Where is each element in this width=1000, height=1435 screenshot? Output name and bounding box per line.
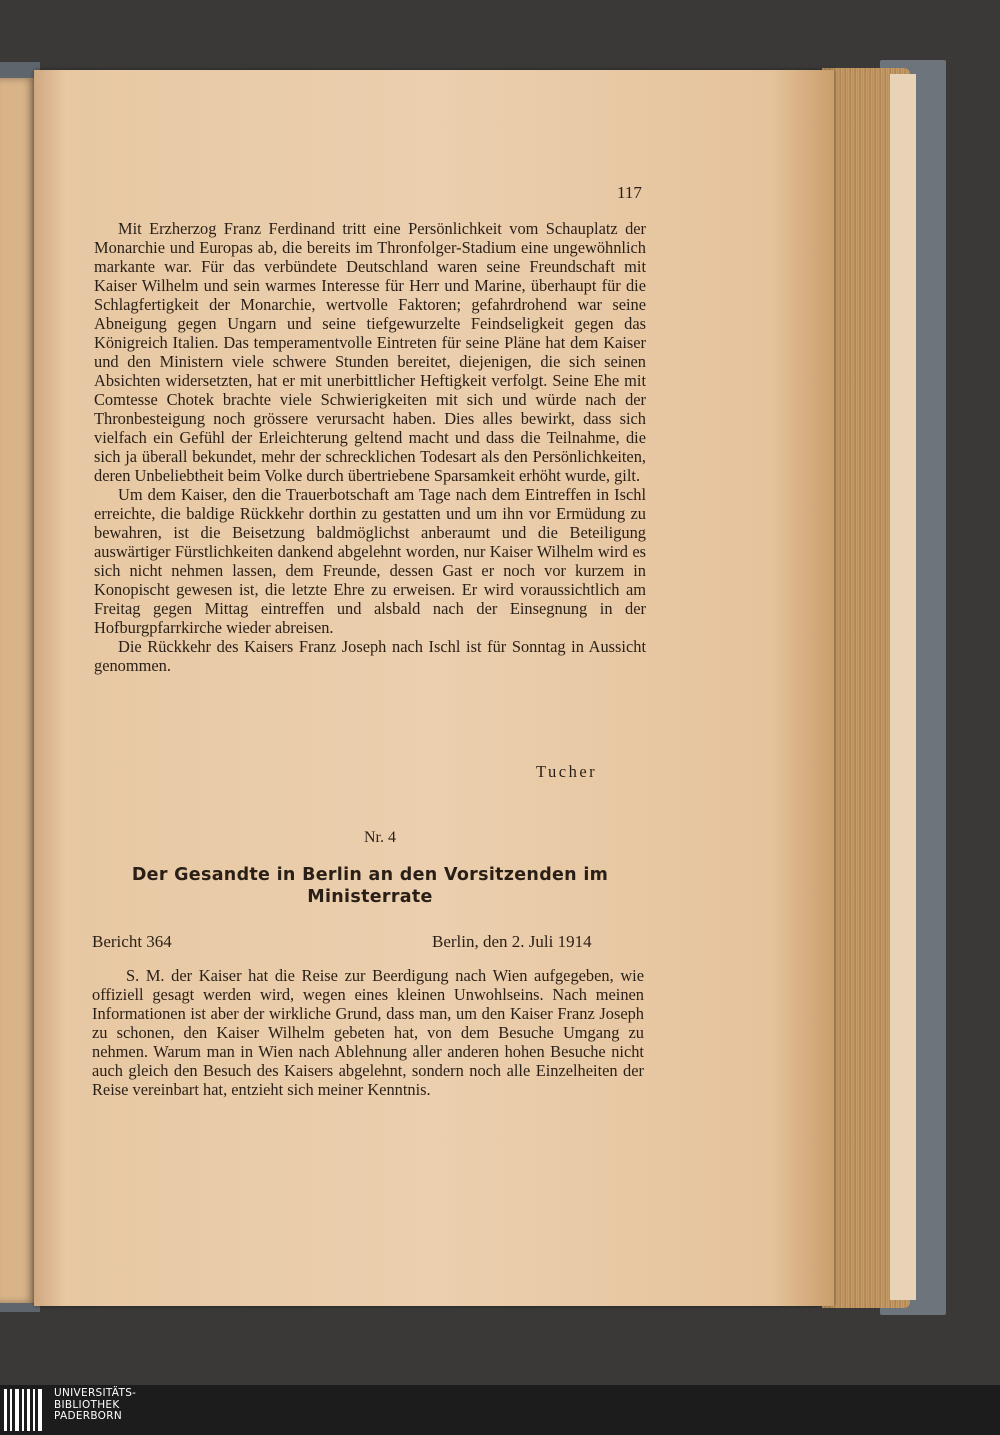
left-page-edge (0, 78, 36, 1303)
library-barcode-logo-icon (4, 1389, 48, 1431)
paragraph: Mit Erzherzog Franz Ferdinand tritt eine Persönlichkeit vom Schauplatz der Monarchie und Europas ab, die bereits im Thronfolger-Stadium eine ungewöhnlich markante war. Für das verbündete Deutschland waren seine Freundschaft mit Kaiser Wilhelm und sein warmes Interesse für Herr und Marine, überhaupt für die Schlagfertigkeit der Monarchie, wertvolle Faktoren; gefahrdrohend war seine Abneigung gegen Ungarn und seine tiefgewurzelte Feindseligkeit gegen das Königreich Italien. Das temperamentvolle Eintreten für seine Pläne hat dem Kaiser und den Ministern viele schwere Stunden bereitet, diejenigen, die sich seinen Absichten widersetzten, hat er mit unerbittlicher Heftigkeit verfolgt. Seine Ehe mit Comtesse Chotek brachte viele Schwierigkeiten mit sich und würde nach der Thronbesteigung noch grössere verursacht haben. Dies alles bewirkt, dass sich vielfach ein Gefühl der Erleichterung geltend macht und dass die Teilnahme, die sich ja überall bekundet, mehr der schrecklichen Todesart als den Persönlichkeiten, deren Unbeliebtheit beim Volke durch übertriebene Sparsamkeit erhöht wurde, gilt. (94, 219, 646, 485)
paragraph: S. M. der Kaiser hat die Reise zur Beerdigung nach Wien aufgegeben, wie offiziell gesagt werden wird, wegen eines kleinen Unwohlseins. Nach meinen Informationen ist aber der wirkliche Grund, dass man, um den Kaiser Franz Joseph zu schonen, den Kaiser Wilhelm gebeten hat, von dem Besuche Umgang zu nehmen. Warum man in Wien nach Ablehnung aller anderen hohen Besuche nicht auch gleich den Besuch des Kaisers abgelehnt, sondern noch alle Einzelheiten der Reise vereinbart hat, entzieht sich meiner Kenntnis. (92, 966, 644, 1099)
paragraph: Um dem Kaiser, den die Trauerbotschaft am Tage nach dem Eintreffen in Ischl erreichte, die baldige Rückkehr dorthin zu gestatten und um ihn vor Ermüdung zu bewahren, ist die Beisetzung baldmöglichst anberaumt und die Beteiligung auswärtiger Fürstlichkeiten dankend abgelehnt worden, nur Kaiser Wilhelm wird es sich nicht nehmen lassen, dem Freunde, dessen Gast er noch vor kurzem in Konopischt gewesen ist, die letzte Ehre zu erweisen. Er wird voraussichtlich am Freitag gegen Mittag eintreffen und alsbald nach der Einsegnung in der Hofburgpfarrkirche wieder abreisen. (94, 485, 646, 637)
library-name-line: UNIVERSITÄTS- (54, 1387, 137, 1399)
report-reference: Bericht 364 (92, 932, 172, 951)
letter-body (94, 219, 646, 675)
page-number: 117 (617, 183, 642, 202)
library-name (54, 1388, 136, 1423)
report-body (92, 966, 644, 1099)
library-name-line: BIBLIOTHEK (54, 1398, 120, 1411)
footer-bar (0, 1385, 1000, 1435)
document-title: Der Gesandte in Berlin an den Vorsitzenden im Ministerrate (131, 865, 609, 907)
endpaper (890, 74, 916, 1300)
signature: Tucher (536, 762, 598, 781)
report-date: Berlin, den 2. Juli 1914 (432, 932, 592, 951)
library-name-line: PADERBORN (54, 1410, 122, 1422)
paragraph: Die Rückkehr des Kaisers Franz Joseph nach Ischl ist für Sonntag in Aussicht genommen. (94, 637, 646, 675)
document-number: Nr. 4 (364, 829, 396, 846)
